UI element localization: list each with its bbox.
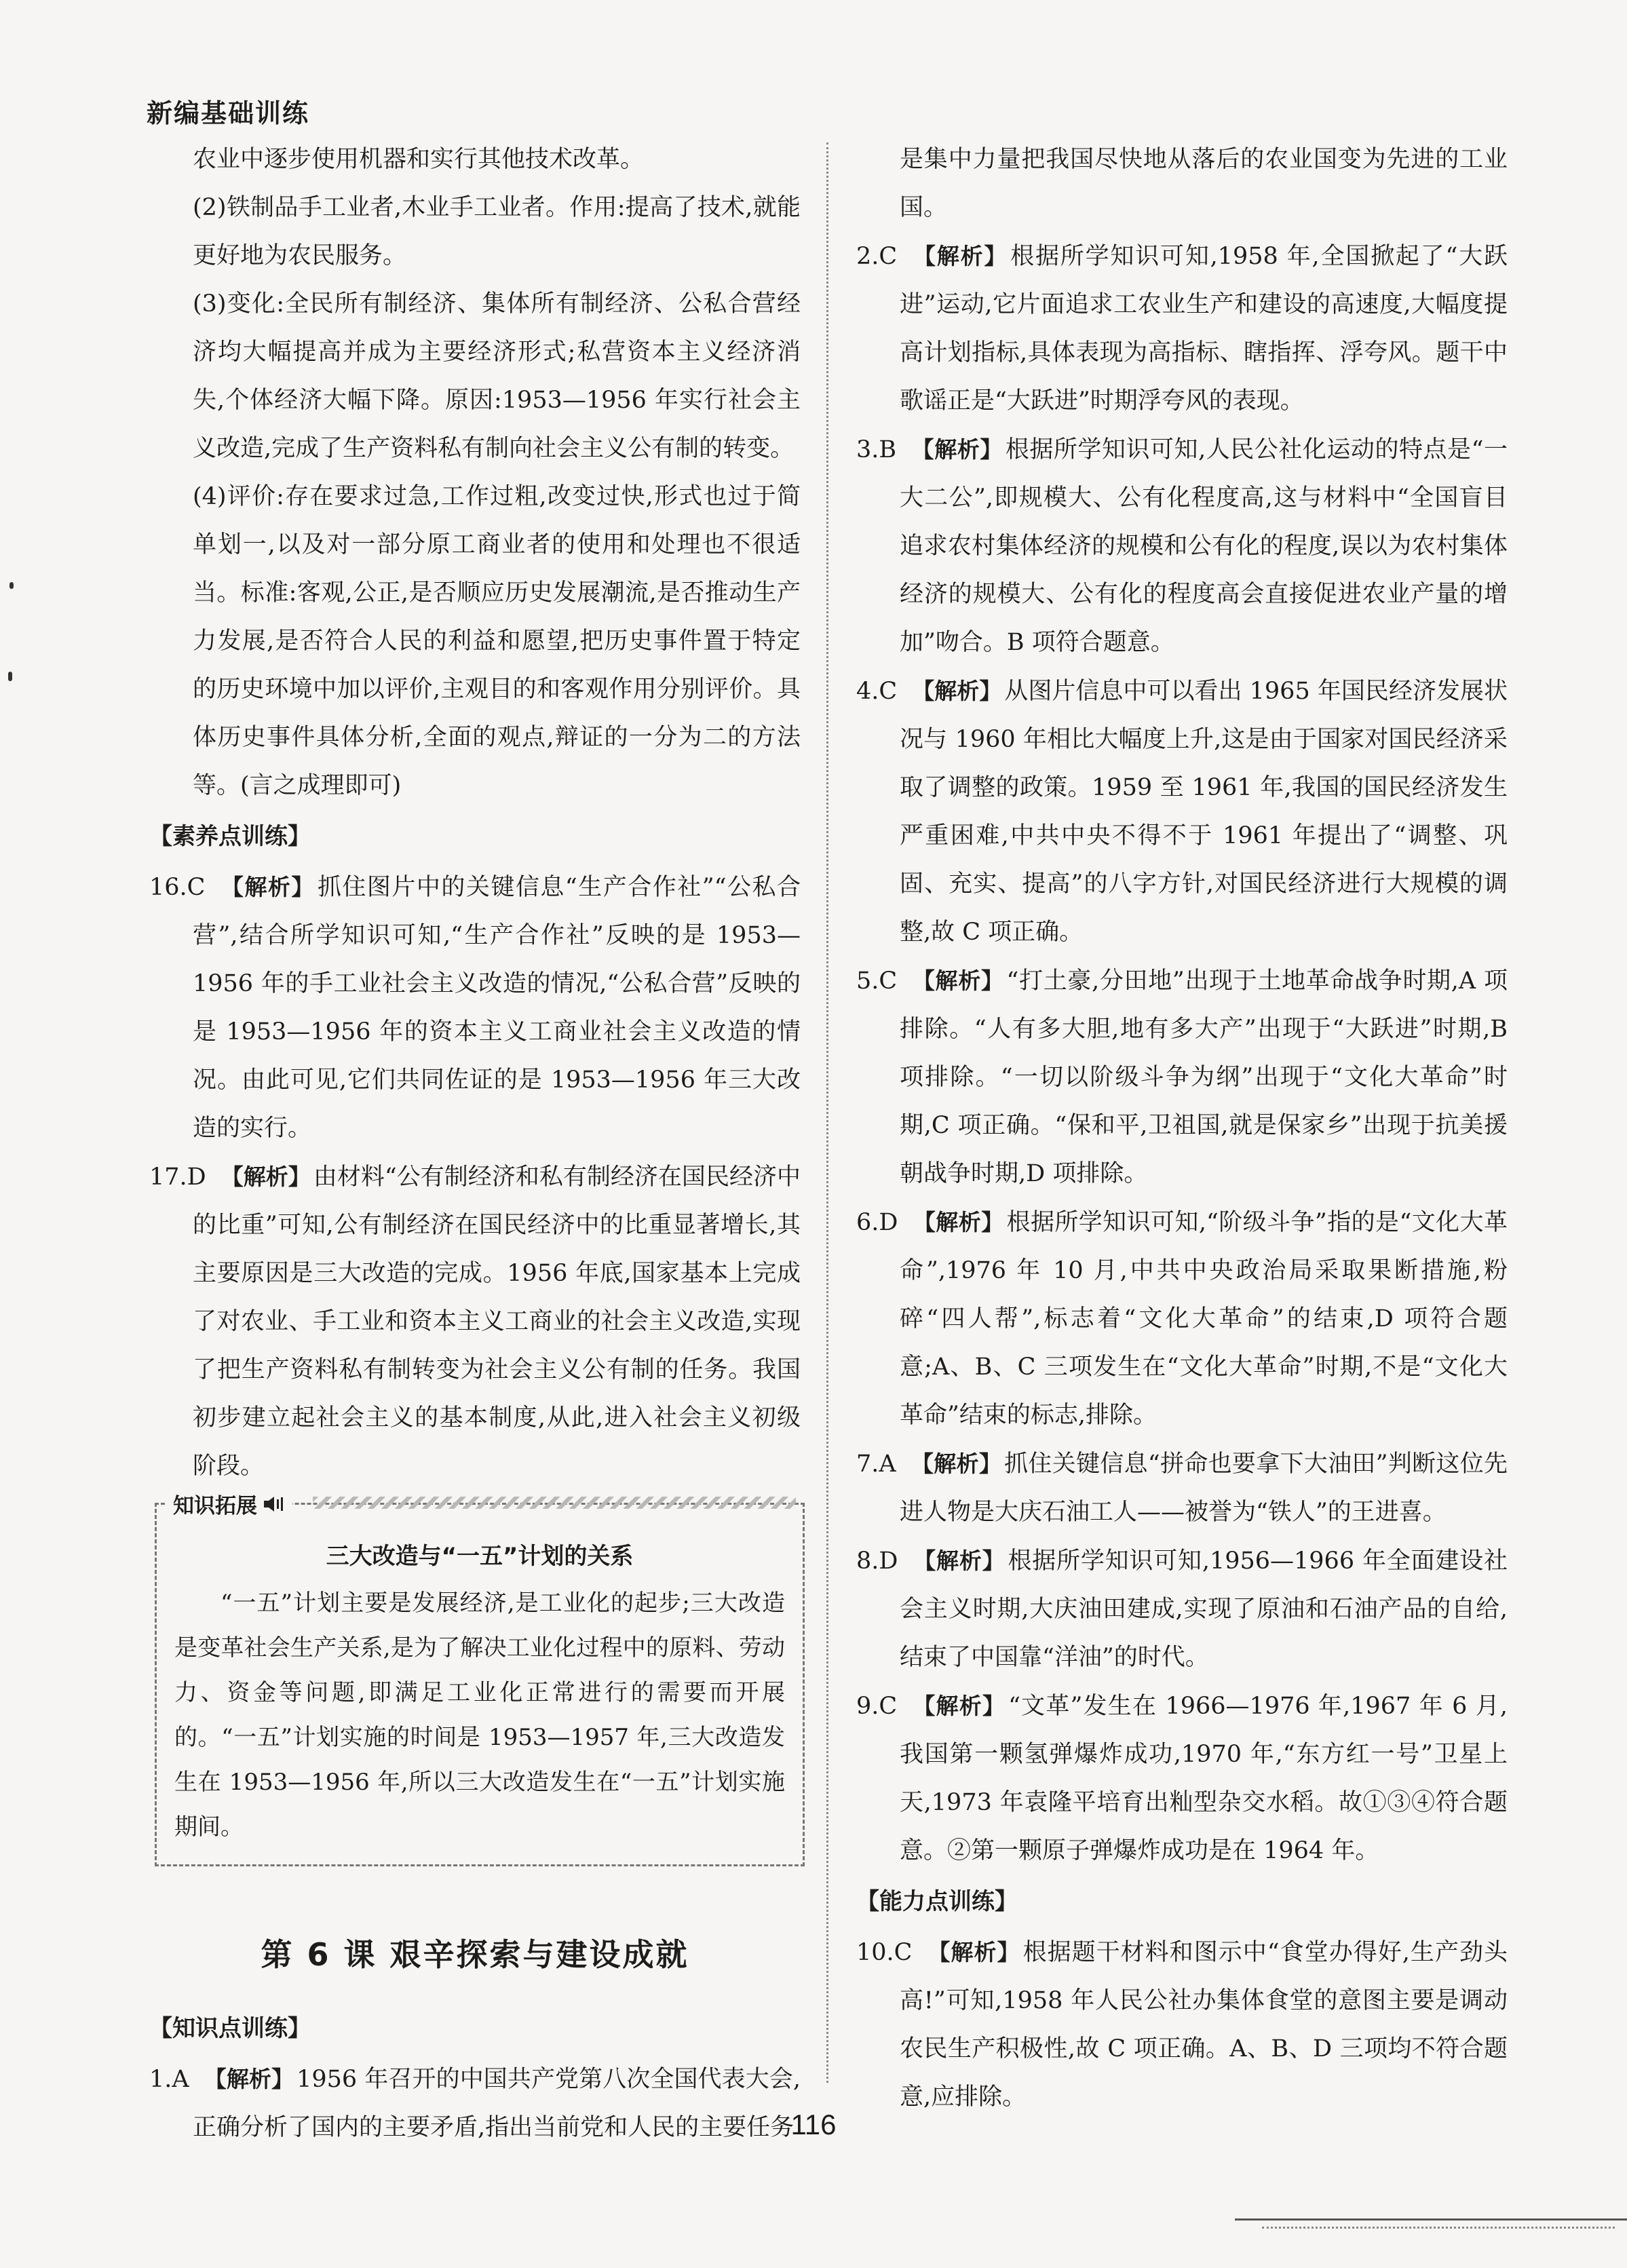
jiexi-label: 【解析】 — [913, 1209, 1004, 1235]
book-header-title: 新编基础训练 — [147, 98, 310, 128]
answer-item-8: 8.D 【解析】 根据所学知识可知,1956—1966 年全面建设社会主义时期,大庆油田建成,实现了原油和石油产品的自给,结束了中国靠“洋油”的时代。 — [856, 1548, 1508, 1671]
answer-15-part4: (4)评价:存在要求过急,工作过粗,改变过快,形式也过于简单划一,以及对一部分原工商业者的使用和处理也不很适当。标准:客观,公正,是否顺应历史发展潮流,是否推动生产力发展,是否符合人民的利益和愿望,把历史事件置于特定的历史环境中加以评价,主观目的和客观作用分别评价。具体历史事件具体分析,全面的观点,辩证的一分为二的方法等。(言之成理即可) — [193, 483, 801, 799]
answer-item-3: 3.B 【解析】 根据所学知识可知,人民公社化运动的特点是“一大二公”,即规模大、公有化程度高,这与材料中“全国盲目追求农村集体经济的规模和公有化的程度,误以为农村集体经济的规模大、公有化的程度高会直接促进农业产量的增加”吻合。B 项符合题意。 — [856, 436, 1508, 656]
bottom-edge-line — [1235, 2218, 1627, 2221]
section-heading-zhishi: 【知识点训练】 — [149, 2015, 311, 2042]
lesson-title: 第 6 课 艰辛探索与建设成就 — [261, 1936, 689, 1973]
jiexi-label: 【解析】 — [911, 1450, 1002, 1477]
answer-item-1: 1.A 【解析】 1956 年召开的中国共产党第八次全国代表大会,正确分析了国内的主要矛盾,指出当前党和人民的主要任务 — [149, 2066, 801, 2141]
jiexi-label: 【解析】 — [912, 243, 1008, 269]
box-label-text: 知识拓展 — [173, 1494, 257, 1518]
jiexi-label: 【解析】 — [912, 1693, 1006, 1719]
answer-item-5: 5.C 【解析】 “打土豪,分田地”出现于土地革命战争时期,A 项排除。“人有多大胆,地有多大产”出现于“大跃进”时期,B 项排除。“一切以阶级斗争为纲”出现于“文化大革命”时期,C 项正确。“保和平,卫祖国,就是保家乡”出现于抗美援朝战争时期,D 项排除。 — [856, 967, 1508, 1187]
answer-15-part2: (2)铁制品手工业者,木业手工业者。作用:提高了技术,就能更好地为农民服务。 — [193, 194, 801, 269]
section-heading-suyang: 【素养点训练】 — [149, 823, 311, 850]
jiexi-label: 【解析】 — [221, 1164, 311, 1190]
answer-item-9: 9.C 【解析】 “文革”发生在 1966—1976 年,1967 年 6 月,我国第一颗氢弹爆炸成功,1970 年,“东方红一号”卫星上天,1973 年袁隆平培育出籼型杂交水稻。故①③④符合题意。②第一颗原子弹爆炸成功是在 1964 年。 — [856, 1693, 1508, 1864]
knowledge-extension-box — [155, 1494, 805, 1866]
box-title: 三大改造与“一五”计划的关系 — [326, 1543, 634, 1570]
jiexi-label: 【解析】 — [204, 2066, 294, 2092]
scan-speck — [9, 582, 14, 589]
left-column — [149, 136, 801, 2152]
answer-item-10: 10.C 【解析】 根据题干材料和图示中“食堂办得好,生产劲头高!”可知,1958 年人民公社办集体食堂的意图主要是调动农民生产积极性,故 C 项正确。A、B、D 三项均不符合题意,应排除。 — [856, 1939, 1508, 2111]
jiexi-label: 【解析】 — [912, 967, 1004, 994]
answer-item-1-cont: 是集中力量把我国尽快地从落后的农业国变为先进的工业国。 — [900, 146, 1508, 221]
answer-15-cont-part1: 农业中逐步使用机器和实行其他技术改革。 — [193, 146, 645, 173]
answer-item-6: 6.D 【解析】 根据所学知识可知,“阶级斗争”指的是“文化大革命”,1976 年 10 月,中共中央政治局采取果断措施,粉碎“四人帮”,标志着“文化大革命”的结束,D 项符合题意;A、B、C 三项发生在“文化大革命”时期,不是“文化大革命”结束的标志,排除。 — [856, 1209, 1508, 1429]
box-body: “一五”计划主要是发展经济,是工业化的起步;三大改造是变革社会生产关系,是为了解决工业化过程中的原料、劳动力、资金等问题,即满足工业化正常进行的需要而开展的。“一五”计划实施的时间是 1953—1957 年,三大改造发生在 1953—1956 年,所以三大改造发生在“一五”计划实施期间。 — [174, 1590, 785, 1841]
answer-item-4: 4.C 【解析】 从图片信息中可以看出 1965 年国民经济发展状况与 1960 年相比大幅度上升,这是由于国家对国民经济采取了调整的政策。1959 至 1961 年,我国的国民经济发生严重困难,中共中央不得不于 1961 年提出了“调整、巩固、充实、提高”的八字方针,对国民经济进行大规模的调整,故 C 项正确。 — [856, 678, 1508, 946]
answer-item-7: 7.A 【解析】 抓住关键信息“拼命也要拿下大油田”判断这位先进人物是大庆石油工人——被誉为“铁人”的王进喜。 — [856, 1450, 1508, 1526]
speaker-icon — [263, 1495, 286, 1513]
right-column — [856, 136, 1508, 2121]
jiexi-label: 【解析】 — [913, 1548, 1006, 1574]
section-heading-nengli: 【能力点训练】 — [856, 1888, 1018, 1915]
page-number: 116 — [790, 2109, 837, 2140]
scan-speck — [8, 672, 12, 681]
jiexi-label: 【解析】 — [927, 1939, 1020, 1965]
bottom-edge-dots — [1262, 2227, 1615, 2229]
answer-item-17: 17.D 【解析】 由材料“公有制经济和私有制经济在国民经济中的比重”可知,公有制经济在国民经济中的比重显著增长,其主要原因是三大改造的完成。1956 年底,国家基本上完成了对农业、手工业和资本主义工商业的社会主义改造,实现了把生产资料私有制转变为社会主义公有制的任务。我国初步建立起社会主义的基本制度,从此,进入社会主义初级阶段。 — [149, 1164, 801, 1480]
jiexi-label: 【解析】 — [912, 678, 1002, 704]
jiexi-label: 【解析】 — [911, 436, 1003, 463]
answer-item-16: 16.C 【解析】 抓住图片中的关键信息“生产合作社”“公私合营”,结合所学知识可知,“生产合作社”反映的是 1953—1956 年的手工业社会主义改造的情况,“公私合营”反映的是 1953—1956 年的资本主义工商业社会主义改造的情况。由此可见,它们共同佐证的是 1953—1956 年三大改造的实行。 — [149, 874, 801, 1142]
answer-15-part3: (3)变化:全民所有制经济、集体所有制经济、公私合营经济均大幅提高并成为主要经济形式;私营资本主义经济消失,个体经济大幅下降。原因:1953—1956 年实行社会主义改造,完成了生产资料私有制向社会主义公有制的转变。 — [193, 290, 801, 462]
jiexi-label: 【解析】 — [220, 874, 315, 900]
column-divider — [826, 142, 828, 2083]
box-decorative-stripes — [313, 1497, 796, 1509]
answer-item-2: 2.C 【解析】 根据所学知识可知,1958 年,全国掀起了“大跃进”运动,它片面追求工农业生产和建设的高速度,大幅度提高计划指标,具体表现为高指标、瞎指挥、浮夸风。题干中歌谣正是“大跃进”时期浮夸风的表现。 — [856, 243, 1508, 415]
